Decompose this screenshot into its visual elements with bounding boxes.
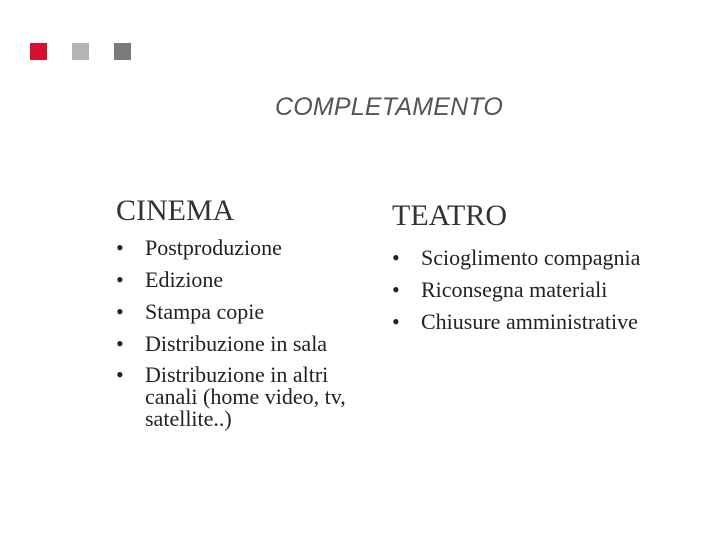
cinema-bullet-list xyxy=(116,232,366,430)
list-item-label: Riconsegna materiali xyxy=(421,277,608,302)
slide-title: COMPLETAMENTO xyxy=(274,93,504,121)
list-item xyxy=(116,232,366,264)
list-item xyxy=(116,296,366,328)
teatro-bullet-list xyxy=(392,242,712,338)
bullet-icon: • xyxy=(116,331,124,356)
decorative-square-light-gray xyxy=(72,43,89,60)
decorative-square-red xyxy=(30,43,47,60)
list-item-label: Distribuzione in sala xyxy=(145,331,328,356)
column-heading-cinema: CINEMA xyxy=(116,194,235,227)
bullet-icon: • xyxy=(392,309,400,334)
list-item xyxy=(392,274,712,306)
bullet-icon: • xyxy=(116,235,124,260)
list-item xyxy=(116,360,366,430)
list-item xyxy=(116,264,366,296)
list-item xyxy=(392,306,712,338)
list-item-label: Scioglimento compagnia xyxy=(421,245,641,270)
list-item xyxy=(392,242,712,274)
bullet-icon: • xyxy=(392,245,400,270)
list-item-label: Chiusure amministrative xyxy=(421,309,638,334)
list-item-label: Edizione xyxy=(145,267,224,292)
list-item xyxy=(116,328,366,360)
list-item-label: Postproduzione xyxy=(145,235,282,260)
bullet-icon: • xyxy=(392,277,400,302)
bullet-icon: • xyxy=(116,299,124,324)
bullet-icon: • xyxy=(116,362,124,387)
bullet-icon: • xyxy=(116,267,124,292)
list-item-label: Stampa copie xyxy=(145,299,265,324)
list-item-label: Distribuzione in altri canali (home video, tv, satellite..) xyxy=(145,362,346,431)
column-heading-teatro: TEATRO xyxy=(392,199,507,232)
decorative-square-dark-gray xyxy=(114,43,131,60)
